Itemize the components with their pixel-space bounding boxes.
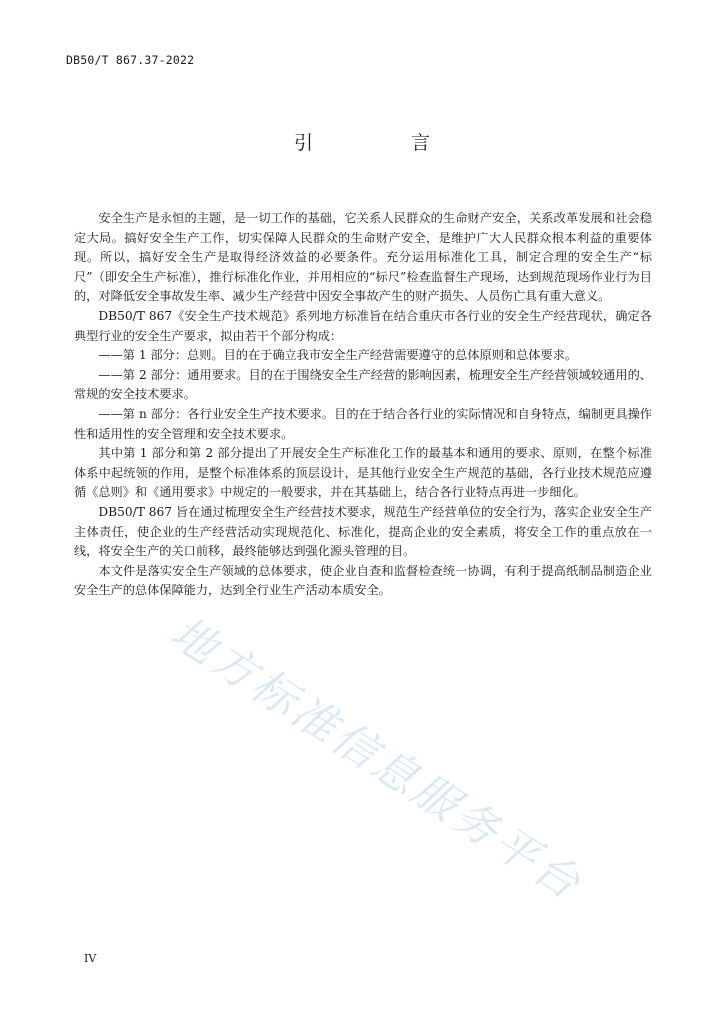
body-text: [74, 209, 652, 601]
paragraph: DB50/T 867 旨在通过梳理安全生产经营技术要求，规范生产经营单位的安全行为，落实企业安全生产主体责任，使企业的生产经营活动实现规范化、标准化，提高企业的安全素质，将安全工作的重点放在一线，将安全生产的关口前移，最终能够达到强化源头管理的目。: [74, 504, 652, 559]
paragraph: DB50/T 867《安全生产技术规范》系列地方标准旨在结合重庆市各行业的安全生产经营现状，确定各典型行业的安全生产要求，拟由若干个部分构成：: [74, 308, 652, 343]
page-title: 引 言: [293, 132, 477, 154]
page-number: IV: [84, 952, 97, 965]
list-item: ——第 n 部分：各行业安全生产技术要求。目的在于结合各行业的实际情况和自身特点，编制更具操作性和适用性的安全管理和安全技术要求。: [74, 406, 652, 441]
list-item: ——第 1 部分：总则。目的在于确立我市安全生产经营需要遵守的总体原则和总体要求。: [98, 348, 578, 363]
document-code: DB50/T 867.37-2022: [66, 53, 195, 67]
list-item: ——第 2 部分：通用要求。目的在于围绕安全生产经营的影响因素，梳理安全生产经营领域较通用的、常规的安全技术要求。: [74, 367, 652, 402]
paragraph: 本文件是落实安全生产领域的总体要求，使企业自查和监督检查统一协调，有利于提高纸制品制造企业安全生产的总体保障能力，达到全行业生产活动本质安全。: [74, 563, 652, 598]
paragraph: 其中第 1 部分和第 2 部分提出了开展安全生产标准化工作的最基本和通用的要求、原则，在整个标准体系中起统领的作用，是整个标准体系的顶层设计，是其他行业安全生产规范的基础，各行业技术规范应遵循《总则》和《通用要求》中规定的一般要求，并在其基础上，结合各行业特点再进一步细化。: [74, 446, 652, 500]
paragraph: 安全生产是永恒的主题，是一切工作的基础，它关系人民群众的生命财产安全，关系改革发展和社会稳定大局。搞好安全生产工作，切实保障人民群众的生命财产安全，是维护广大人民群众根本利益的重要体现。所以，搞好安全生产是取得经济效益的必要条件。充分运用标准化工具，制定合理的安全生产“标尺”（即安全生产标准），推行标准化作业，并用相应的“标尺”检查监督生产现场，达到规范现场作业行为目的，对降低安全事故发生率、减少生产经营中因安全事故产生的财产损失、人员伤亡具有重大意义。: [74, 211, 652, 304]
watermark: 地方标准信息服务平台: [161, 607, 592, 912]
